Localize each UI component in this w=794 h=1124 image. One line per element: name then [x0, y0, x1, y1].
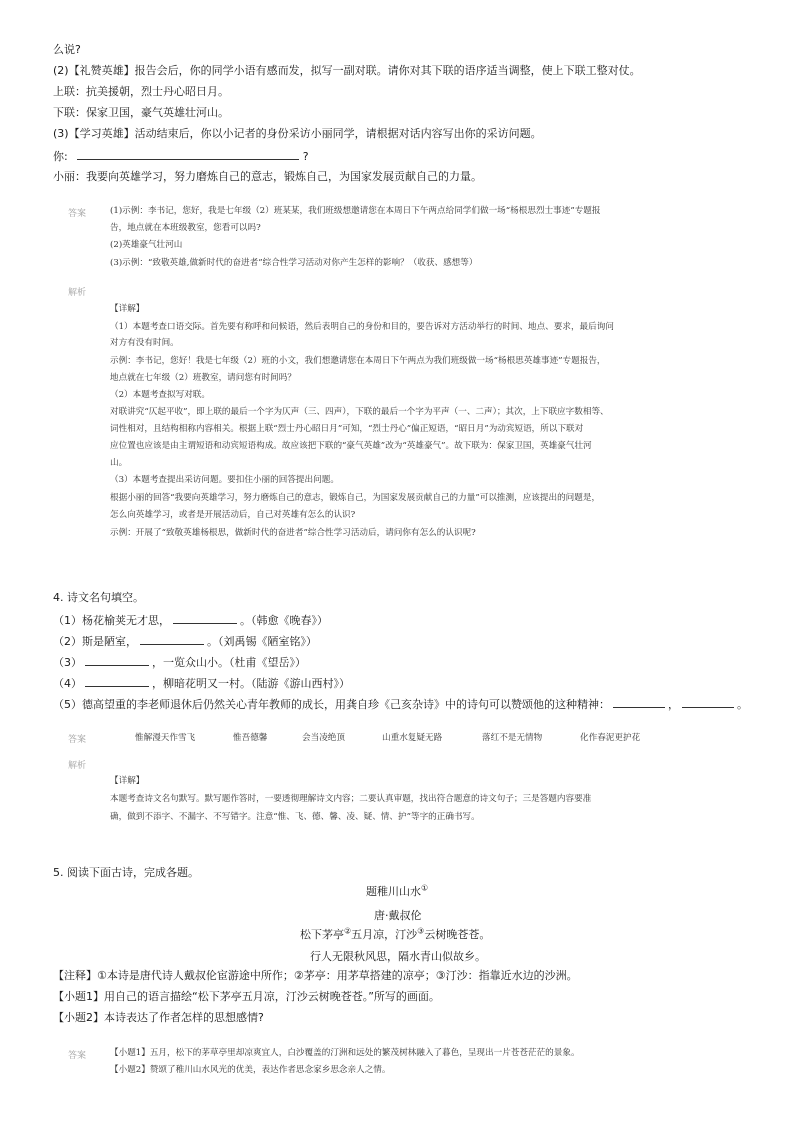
fill-blank[interactable]	[613, 696, 665, 708]
answer-label: 答案	[68, 209, 87, 219]
xiaoli-answer: 小丽：我要向英雄学习，努力磨炼自己的意志，锻炼自己，为国家发展贡献自己的力量。	[53, 170, 482, 183]
couplet-up: 上联：抗美援朝，烈士丹心昭日月。	[53, 85, 229, 98]
q4-item-1	[53, 612, 328, 628]
note-mark: ②	[344, 926, 352, 936]
analysis-head: 【详解】	[110, 776, 145, 786]
analysis-line: 怎么向英雄学习，或者是开展活动后，自己对英雄有怎么的认识?	[110, 510, 356, 520]
q3-answer-line: (2)英雄豪气壮河山	[110, 240, 183, 250]
q5-sub1: 【小题1】用自己的语言描绘“松下茅亭五月凉，汀沙云树晚苍苍。”所写的画面。	[53, 990, 440, 1003]
q4-item-5	[53, 696, 748, 712]
interview-blank[interactable]	[77, 148, 299, 160]
analysis-line: 根据小丽的回答“我要向英雄学习，努力磨炼自己的意志，锻炼自己，为国家发展贡献自己的力量”可以推测，应该提出的问题是，	[110, 493, 601, 503]
fill-blank[interactable]	[173, 612, 237, 624]
fill-blank[interactable]	[85, 654, 149, 666]
analysis-label: 解析	[68, 761, 87, 771]
note-mark: ①	[421, 883, 429, 893]
q4-item-4	[53, 675, 350, 691]
q4-title: 4. 诗文名句填空。	[53, 591, 144, 604]
analysis-line: 词性相对，且结构相称内容相关。根据上联“烈士丹心昭日月”可知，“烈士丹心”偏正短语，“昭日月”为动宾短语，所以下联对	[110, 424, 584, 434]
q4-item-1-source: 。（韩愈《晚春》）	[240, 614, 328, 627]
fill-blank[interactable]	[85, 675, 149, 687]
q4-item-2-source: 。（刘禹锡《陋室铭》）	[207, 635, 317, 648]
q4-item-3-source: ，一览众山小。（杜甫《望岳》）	[152, 656, 306, 669]
analysis-line: 本题考查诗文名句默写。默写题作答时，一要透彻理解诗文内容；二要认真审题，找出符合题意的诗文句子；三是答题内容要准	[110, 794, 592, 804]
note-mark: ③	[417, 926, 425, 936]
poem-notes: 【注释】①本诗是唐代诗人戴叔伦宦游途中所作；②茅亭：用茅草搭建的凉亭；③汀沙：指靠近水边的沙洲。	[53, 969, 578, 982]
q3-answer-line: (1)示例：李书记，您好，我是七年级（2）班某某，我们班级想邀请您在本周日下午两点给同学们做一场“杨根思烈士事迹”专题报	[110, 206, 601, 216]
q4-item-4-text: （4）	[53, 677, 82, 690]
q4-answer-item: 会当凌绝顶	[302, 733, 345, 743]
q5-answer-line: 【小题1】五月，松下的茅草亭里却凉爽宜人，白沙覆盖的汀洲和远处的繁茂树林融入了暮色，呈现出一片苍苍茫茫的景象。	[110, 1048, 580, 1058]
q4-item-1-text: （1）杨花榆荚无才思，	[53, 614, 170, 627]
q4-answer-item: 落红不是无情物	[482, 733, 543, 743]
poem-author: 唐·戴叔伦	[374, 909, 422, 922]
analysis-line: 山。	[110, 458, 128, 468]
q3-answer-line: (3)示例：“致敬英雄,做新时代的奋进者”综合性学习活动对你产生怎样的影响？（收获、感想等）	[110, 258, 478, 268]
analysis-line: 示例：开展了“致敬英雄杨根思，做新时代的奋进者”综合性学习活动后，请问你有怎么的认识呢?	[110, 528, 476, 538]
poem-line-1c: 云树晚苍苍。	[424, 928, 491, 941]
q3-answer-line: 告，地点就在本班级教室，您看可以吗?	[110, 223, 261, 233]
poem-line-1	[300, 926, 490, 942]
q5-title: 5. 阅读下面古诗，完成各题。	[53, 866, 199, 879]
q4-item-2	[53, 633, 317, 649]
answer-label: 答案	[68, 1051, 87, 1061]
q4-answer-item: 山重水复疑无路	[382, 733, 443, 743]
q5-answer-line: 【小题2】赞颂了稚川山水风光的优美，表达作者思念家乡思念亲人之情。	[110, 1065, 391, 1075]
q4-item-5-text: （5）德高望重的李老师退休后仍然关心青年教师的成长，用龚自珍《己亥杂诗》中的诗句可以赞颂他的这种精神：	[53, 698, 610, 711]
q4-item-2-text: （2）斯是陋室，	[53, 635, 137, 648]
analysis-label: 解析	[68, 288, 87, 298]
analysis-line: （1）本题考查口语交际。首先要有称呼和问候语，然后表明自己的身份和目的，要告诉对方活动举行的时间、地点、要求，最后询问	[110, 322, 614, 332]
q4-item-5-end: 。	[737, 698, 748, 711]
analysis-line: 地点就在七年级（2）班教室，请问您有时间吗？	[110, 373, 296, 383]
poem-line-1a: 松下茅亭	[300, 928, 344, 941]
q5-sub2: 【小题2】本诗表达了作者怎样的思想感情?	[53, 1011, 264, 1024]
q4-item-3-text: （3）	[53, 656, 82, 669]
analysis-line: 对联讲究“仄起平收”，即上联的最后一个字为仄声（三、四声），下联的最后一个字为平声（一、二声）；其次，上下联应字数相等、	[110, 407, 609, 417]
fill-blank[interactable]	[682, 696, 734, 708]
q4-answer-item: 化作春泥更护花	[580, 733, 641, 743]
q4-answer-item: 惟解漫天作雪飞	[135, 733, 196, 743]
poem-title-text: 题稚川山水	[366, 885, 421, 898]
couplet-down: 下联：保家卫国，豪气英雄壮河山。	[53, 106, 229, 119]
analysis-line: （2）本题考查拟写对联。	[110, 390, 210, 400]
q3-part2: (2)【礼赞英雄】报告会后，你的同学小语有感而发，拟写一副对联。请你对其下联的语序适当调整，使上下联工整对仗。	[53, 64, 641, 77]
q3-line0: 么说?	[53, 43, 81, 56]
fill-blank[interactable]	[140, 633, 204, 645]
you-end: ?	[302, 150, 309, 163]
analysis-line: 应位置也应该是由主谓短语和动宾短语构成。故应该把下联的“豪气英雄”改为“英雄豪气”。故下联为：保家卫国，英雄豪气壮河	[110, 441, 592, 451]
analysis-line: 对方有没有时间。	[110, 338, 179, 348]
poem-line-2: 行人无限秋风思，隔水青山似故乡。	[310, 950, 486, 963]
q3-part3: (3)【学习英雄】活动结束后，你以小记者的身份采访小丽同学，请根据对话内容写出你的采访问题。	[53, 127, 542, 140]
answer-label: 答案	[68, 735, 87, 745]
q4-item-3	[53, 654, 306, 670]
q4-answer-item: 惟吾德馨	[233, 733, 268, 743]
analysis-head: 【详解】	[110, 304, 145, 314]
analysis-line: 示例：李书记，您好！我是七年级（2）班的小文，我们想邀请您在本周日下午两点为我们班级做一场“杨根思英雄事迹”专题报告，	[110, 356, 606, 366]
poem-title	[366, 883, 428, 899]
poem-line-1b: 五月凉，汀沙	[351, 928, 418, 941]
q4-item-4-source: ，柳暗花明又一村。（陆游《游山西村》）	[152, 677, 350, 690]
interview-question-line	[53, 148, 309, 164]
q4-item-5-comma: ，	[668, 698, 679, 711]
you-label: 你:	[53, 150, 68, 163]
analysis-line: （3）本题考查提出采访问题。要扣住小丽的回答提出问题。	[110, 475, 339, 485]
analysis-line: 确，做到不添字、不漏字、不写错字。注意“惟、飞、德、馨、凌、疑、情、护”等字的正确书写。	[110, 812, 480, 822]
